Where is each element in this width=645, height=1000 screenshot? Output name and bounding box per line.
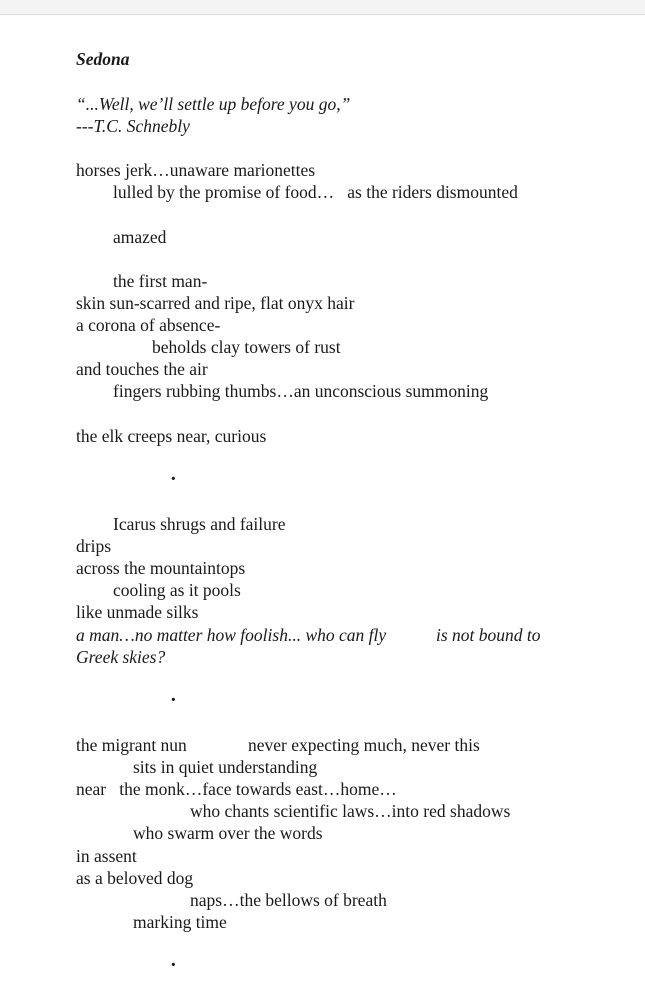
poem-line: marking time: [133, 912, 227, 932]
section-separator: ·: [170, 689, 177, 711]
epigraph-attribution: ---T.C. Schnebly: [76, 116, 190, 136]
poem-title: Sedona: [76, 49, 130, 69]
poem-line: beholds clay towers of rust: [152, 337, 341, 357]
poem-line: who chants scientific laws…into red shadows: [190, 801, 511, 821]
poem-line: drips: [76, 536, 111, 556]
section-separator: ·: [170, 954, 177, 976]
epigraph-quote: “...Well, we’ll settle up before you go,”: [76, 94, 351, 114]
poem-line: a man…no matter how foolish... who can fly: [76, 625, 387, 645]
poem-line: skin sun-scarred and ripe, flat onyx hair: [76, 293, 355, 313]
poem-line: Greek skies?: [76, 647, 166, 667]
poem-line: is not bound to: [436, 625, 541, 645]
poem-line: who swarm over the words: [133, 823, 323, 843]
poem-line: Icarus shrugs and failure: [113, 514, 286, 534]
poem-line: across the mountaintops: [76, 558, 246, 578]
poem-line: cooling as it pools: [113, 580, 241, 600]
poem-line: the migrant nun: [76, 735, 187, 755]
section-separator: ·: [170, 468, 177, 490]
poem-line: the elk creeps near, curious: [76, 426, 267, 446]
poem-line: sits in quiet understanding: [133, 757, 318, 777]
poem-line: and touches the air: [76, 359, 208, 379]
poem-line: like unmade silks: [76, 602, 199, 622]
poem-line: fingers rubbing thumbs…an unconscious summoning: [113, 381, 489, 401]
poem-line: as a beloved dog: [76, 868, 194, 888]
poem-line: never expecting much, never this: [248, 735, 480, 755]
poem-line: in assent: [76, 846, 137, 866]
poem-line: naps…the bellows of breath: [190, 890, 387, 910]
poem-line: near the monk…face towards east…home…: [76, 779, 397, 799]
poem-line: the first man-: [113, 271, 208, 291]
poem-line: amazed: [113, 227, 167, 247]
poem-line: horses jerk…unaware marionettes: [76, 160, 316, 180]
poem-line: lulled by the promise of food… as the riders dismounted: [113, 182, 518, 202]
poem-line: a corona of absence-: [76, 315, 221, 335]
